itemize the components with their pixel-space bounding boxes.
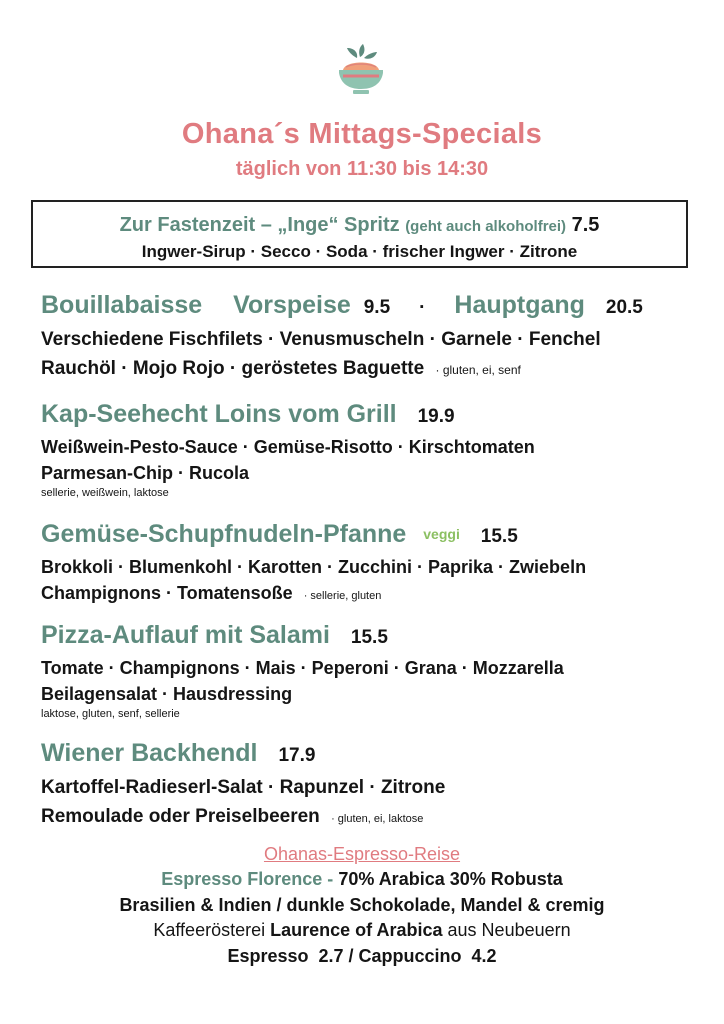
espresso-heading: Ohanas-Espresso-Reise [263, 844, 461, 864]
dish-schupfnudeln [41, 519, 691, 609]
dish-title [41, 290, 691, 323]
dish-name: Gemüse-Schupfnudeln-Pfanne [41, 520, 407, 548]
dish-description-text: Champignons · Tomatensoße [41, 583, 293, 603]
dish-seehecht [41, 399, 691, 500]
special-title: Zur Fastenzeit – „Inge“ Spritz [119, 214, 400, 236]
allergen-info: laktose, gluten, senf, sellerie [41, 708, 180, 720]
allergen-info: · gluten, ei, senf [435, 363, 521, 377]
dish-description-line [41, 802, 691, 834]
espresso-prices: Espresso 2.7 / Cappuccino 4.2 [227, 946, 497, 966]
special-ingredients: Ingwer-Sirup · Secco · Soda · frischer Ingwer · Zitrone [141, 242, 578, 261]
dish-title [41, 399, 691, 432]
roaster-prefix: Kaffeerösterei [153, 920, 266, 940]
allergen-info: sellerie, weißwein, laktose [41, 487, 169, 499]
espresso-blend: 70% Arabica 30% Robusta [338, 869, 563, 889]
dish-description-line: Verschiedene Fischfilets · Venusmuscheln · Garnele · Fenchel [41, 329, 601, 350]
dish-pizza-auflauf [41, 620, 691, 721]
espresso-name: Espresso Florence - [161, 869, 334, 889]
espresso-roaster-line [0, 920, 724, 941]
dish-description-line [41, 580, 691, 609]
espresso-blend-line [0, 869, 724, 890]
dish-price: 19.9 [417, 406, 455, 427]
special-title-line [33, 214, 686, 237]
starter-price: 9.5 [363, 297, 391, 318]
allergen-info: · sellerie, gluten [303, 590, 382, 602]
dish-description-line: Parmesan-Chip · Rucola [41, 463, 250, 483]
roaster-name: Laurence of Arabica [270, 920, 443, 940]
roaster-suffix: aus Neubeuern [447, 920, 571, 940]
dish-description-line: Weißwein-Pesto-Sauce · Gemüse-Risotto · Kirschtomaten [41, 437, 535, 457]
dish-description-line: Brokkoli · Blumenkohl · Karotten · Zucchini · Paprika · Zwiebeln [41, 557, 587, 577]
special-price: 7.5 [571, 214, 600, 236]
allergen-info: · gluten, ei, laktose [331, 813, 424, 825]
dish-name: Bouillabaisse [41, 291, 203, 319]
bowl-icon [333, 42, 389, 98]
dish-name: Pizza-Auflauf mit Salami [41, 621, 330, 649]
veggi-tag: veggi [423, 526, 460, 542]
special-box [31, 200, 688, 268]
dish-description-line: Kartoffel-Radieserl-Salat · Rapunzel · Zitrone [41, 777, 446, 798]
page-title: Ohana´s Mittags-Specials [181, 118, 543, 150]
dish-description-text: Rauchöl · Mojo Rojo · geröstetes Baguette [41, 358, 425, 379]
dish-title [41, 620, 691, 653]
dish-price: 17.9 [278, 745, 316, 766]
dish-backhendl [41, 738, 691, 834]
dish-price: 15.5 [480, 526, 518, 547]
dish-bouillabaisse [41, 290, 691, 385]
dish-description-line [41, 354, 691, 385]
price-separator: · [419, 297, 426, 318]
opening-hours: täglich von 11:30 bis 14:30 [235, 158, 489, 180]
dish-name: Kap-Seehecht Loins vom Grill [41, 400, 397, 428]
main-label: Hauptgang [454, 291, 585, 319]
espresso-origin: Brasilien & Indien / dunkle Schokolade, Mandel & cremig [119, 895, 605, 915]
dish-description-line: Beilagensalat · Hausdressing [41, 684, 293, 704]
starter-label: Vorspeise [233, 291, 351, 319]
dish-description-line: Tomate · Champignons · Mais · Peperoni · Grana · Mozzarella [41, 658, 564, 678]
dish-description-text: Remoulade oder Preiselbeeren [41, 806, 320, 827]
main-price: 20.5 [605, 297, 643, 318]
dish-name: Wiener Backhendl [41, 739, 258, 767]
dish-price: 15.5 [350, 627, 388, 648]
special-note: (geht auch alkoholfrei) [405, 218, 567, 235]
dish-title [41, 519, 691, 552]
dish-title [41, 738, 691, 771]
